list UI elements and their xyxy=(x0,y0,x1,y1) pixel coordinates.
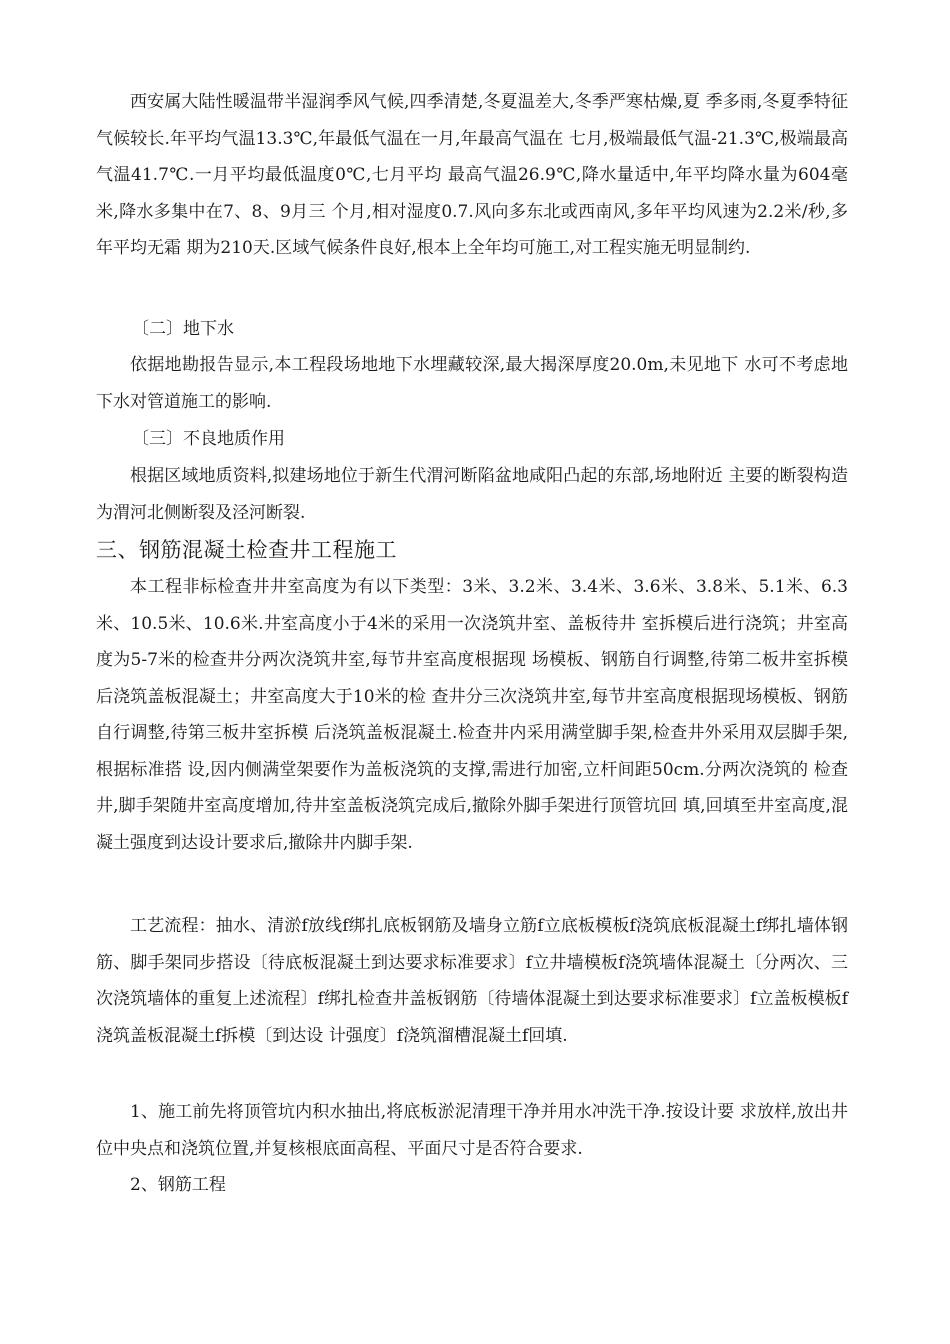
section-title: 三、钢筋混凝土检查井工程施工 xyxy=(96,538,397,562)
step-1-paragraph: 1、施工前先将顶管坑内积水抽出,将底板淤泥清理干净并用水冲洗干净.按设计要 求放样,放出井位中央点和浇筑位置,并复核根底面高程、平面尺寸是否符合要求. xyxy=(96,1102,848,1159)
adverse-geology-heading: 〔三〕不良地质作用 xyxy=(132,429,285,449)
manhole-types-paragraph: 本工程非标检查井井室高度为有以下类型：3米、3.2米、3.4米、3.6米、3.8米、5.1米、6.3米、10.5米、10.6米.井室高度小于4米的采用一次浇筑井室、盖板待井 室拆模后进行浇筑；井室高度为5-7米的检查井分两次浇筑井室,每节井室高度根据现 场模板、钢筋自行调整,待第二板井室拆模后浇筑盖板混凝土；井室高度大于10米的检 查井分三次浇筑井室,每节井室高度根据现场模板、钢筋自行调整,待第三板井室拆模 后浇筑盖板混凝土.检查井内采用满堂脚手架,检查井外采用双层脚手架,根据标准搭 设,因内侧满堂架要作为盖板浇筑的支撑,需进行加密,立杆间距50cm.分两次浇筑的 检查井,脚手架随井室高度增加,待井室盖板浇筑完成后,撤除外脚手架进行顶管坑回 填,回填至井室高度,混凝土强度到达设计要求后,撤除井内脚手架. xyxy=(96,577,848,853)
step-2-heading: 2、钢筋工程 xyxy=(130,1175,226,1195)
process-flow-paragraph: 工艺流程：抽水、清淤f放线f绑扎底板钢筋及墙身立筋f立底板模板f浇筑底板混凝土f绑扎墙体钢筋、脚手架同步搭设〔待底板混凝土到达要求标准要求〕f立井墙模板f浇筑墙体混凝土〔分两次、三次浇筑墙体的重复上述流程〕f绑扎检查井盖板钢筋〔待墙体混凝土到达要求标准要求〕f立盖板模板f浇筑盖板混凝土f拆模〔到达设 计强度〕f浇筑溜槽混凝土f回填. xyxy=(96,916,848,1046)
climate-paragraph: 西安属大陆性暖温带半湿润季风气候,四季清楚,冬夏温差大,冬季严寒枯燥,夏 季多雨,冬夏季特征气候较长.年平均气温13.3℃,年最低气温在一月,年最高气温在 七月,极端最低气温-21.3℃,极端最高气温41.7℃.一月平均最低温度0℃,七月平均 最高气温26.9℃,降水量适中,年平均降水量为604毫米,降水多集中在7、8、9月三 个月,相对湿度0.7.风向多东北或西南风,多年平均风速为2.2米/秒,多年平均无霜 期为210天.区域气候条件良好,根本上全年均可施工,对工程实施无明显制约. xyxy=(96,92,848,258)
groundwater-heading: 〔二〕地下水 xyxy=(132,319,234,339)
groundwater-paragraph: 依据地勘报告显示,本工程段场地地下水埋藏较深,最大揭深厚度20.0m,未见地下 水可不考虑地下水对管道施工的影响. xyxy=(96,355,848,412)
adverse-geology-paragraph: 根据区域地质资料,拟建场地位于新生代渭河断陷盆地咸阳凸起的东部,场地附近 主要的断裂构造为渭河北侧断裂及泾河断裂. xyxy=(96,466,848,523)
